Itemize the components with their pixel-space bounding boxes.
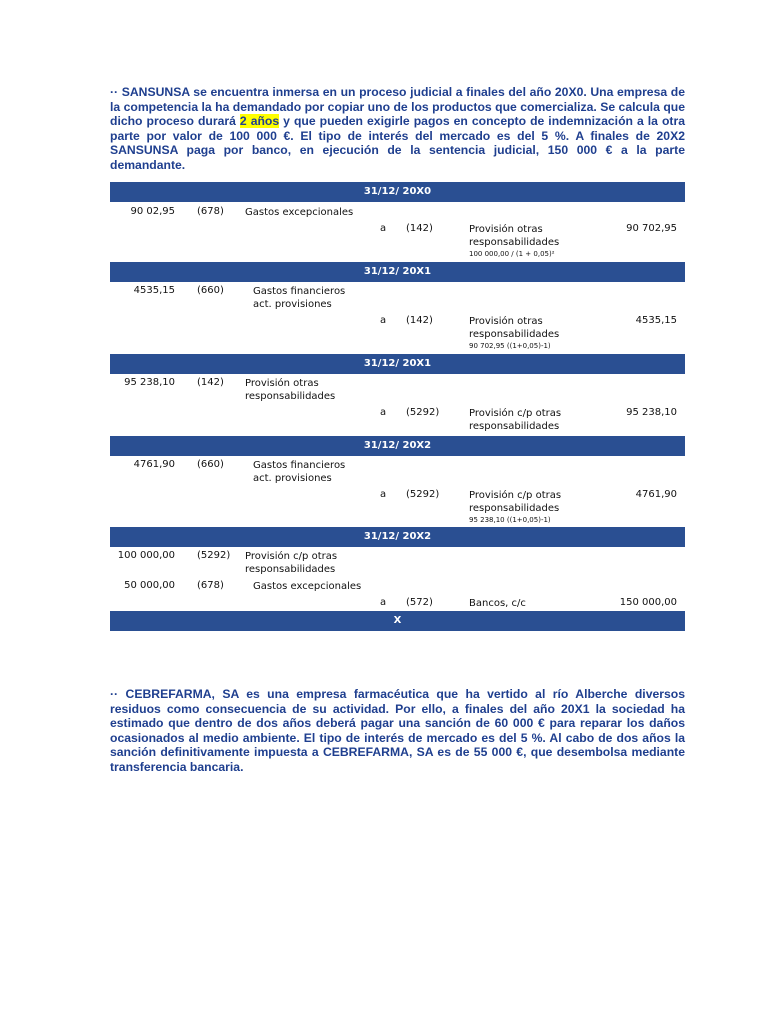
debit-amount: 50 000,00 (124, 580, 175, 591)
calculation-formula: 95 238,10 ((1+0,05)-1) (469, 516, 551, 524)
credit-description: Bancos, c/c (469, 598, 526, 609)
debit-amount: 100 000,00 (117, 550, 175, 561)
credit-description (469, 489, 599, 525)
exercise-1-text-continued: y que pueden exigirle pagos en concepto de indemnización a la otra parte por valor de 100 000 €. El tipo de interés del mercado es del 5 %. A finales de 20X2 SANSUNSA paga por banco, en ejecución de la sentencia judicial, 150 000 € a la parte demandante. (110, 114, 685, 172)
entry-date-header: 31/12/ 20X1 (110, 262, 685, 282)
credit-description (469, 223, 599, 259)
journal-entry (110, 282, 685, 354)
credit-amount: 150 000,00 (619, 597, 677, 608)
a-connector: a (380, 407, 387, 418)
credit-description-text: Provisión otras responsabilidades (469, 316, 560, 340)
a-connector: a (380, 489, 387, 500)
debit-description: Provisión otras responsabilidades (245, 378, 336, 402)
journal-ledger (110, 182, 685, 631)
credit-description: Provisión c/p otras responsabilidades (469, 408, 562, 432)
debit-amount: 95 238,10 (124, 377, 175, 388)
a-connector: a (380, 223, 387, 234)
a-connector: a (380, 597, 387, 608)
journal-entry (110, 374, 685, 436)
ledger-footer: X (110, 611, 685, 631)
debit-account: (5292) (197, 550, 231, 561)
credit-amount: 95 238,10 (626, 407, 677, 418)
credit-account: (142) (406, 223, 433, 234)
debit-account: (678) (197, 580, 224, 591)
credit-amount: 90 702,95 (626, 223, 677, 234)
calculation-formula: 90 702,95 ((1+0,05)-1) (469, 342, 551, 350)
journal-entry (110, 202, 685, 262)
journal-entry (110, 456, 685, 527)
debit-amount: 4535,15 (133, 285, 175, 296)
journal-entry (110, 547, 685, 611)
credit-account: (572) (406, 597, 433, 608)
entry-date-header: 31/12/ 20X0 (110, 182, 685, 202)
debit-amount: 90 02,95 (130, 206, 175, 217)
calculation-formula: 100 000,00 / (1 + 0,05)² (469, 250, 555, 258)
debit-account: (678) (197, 206, 224, 217)
debit-account: (660) (197, 285, 224, 296)
debit-amount: 4761,90 (133, 459, 175, 470)
debit-description: Gastos excepcionales (253, 581, 362, 592)
credit-account: (5292) (406, 407, 440, 418)
debit-description: Gastos financieros act. provisiones (253, 286, 346, 310)
credit-description-text: Provisión otras responsabilidades (469, 224, 560, 248)
entry-date-header: 31/12/ 20X2 (110, 436, 685, 456)
credit-amount: 4535,15 (635, 315, 677, 326)
debit-description: Gastos excepcionales (245, 207, 354, 218)
exercise-1-text: ·· SANSUNSA se encuentra inmersa en un proceso judicial a finales del año 20X0. Una empresa de la competencia la ha demandado por copiar uno de los productos que comercializa. Se calcula que dicho proceso durará (110, 85, 685, 129)
a-connector: a (380, 315, 387, 326)
debit-description: Gastos financieros act. provisiones (253, 460, 346, 484)
credit-amount: 4761,90 (635, 489, 677, 500)
debit-account: (660) (197, 459, 224, 470)
exercise-2-statement: ·· CEBREFARMA, SA es una empresa farmacéutica que ha vertido al río Alberche diversos residuos como consecuencia de su actividad. Por ello, a finales del año 20X1 la sociedad ha estimado que dentro de dos años deberá pagar una sanción de 60 000 € para reparar los daños ocasionados al medio ambiente. El tipo de interés de mercado es del 5 %. Al cabo de dos años la sanción definitivamente impuesta a CEBREFARMA, SA es de 55 000 €, que desembolsa mediante transferencia bancaria. (110, 687, 685, 774)
entry-date-header: 31/12/ 20X1 (110, 354, 685, 374)
credit-account: (142) (406, 315, 433, 326)
entry-date-header: 31/12/ 20X2 (110, 527, 685, 547)
exercise-1-statement (110, 85, 685, 173)
debit-account: (142) (197, 377, 224, 388)
credit-description-text: Provisión c/p otras responsabilidades (469, 490, 562, 514)
highlighted-duration: 2 años (239, 114, 280, 129)
credit-description (469, 315, 599, 351)
debit-description: Provisión c/p otras responsabilidades (245, 551, 338, 575)
credit-account: (5292) (406, 489, 440, 500)
